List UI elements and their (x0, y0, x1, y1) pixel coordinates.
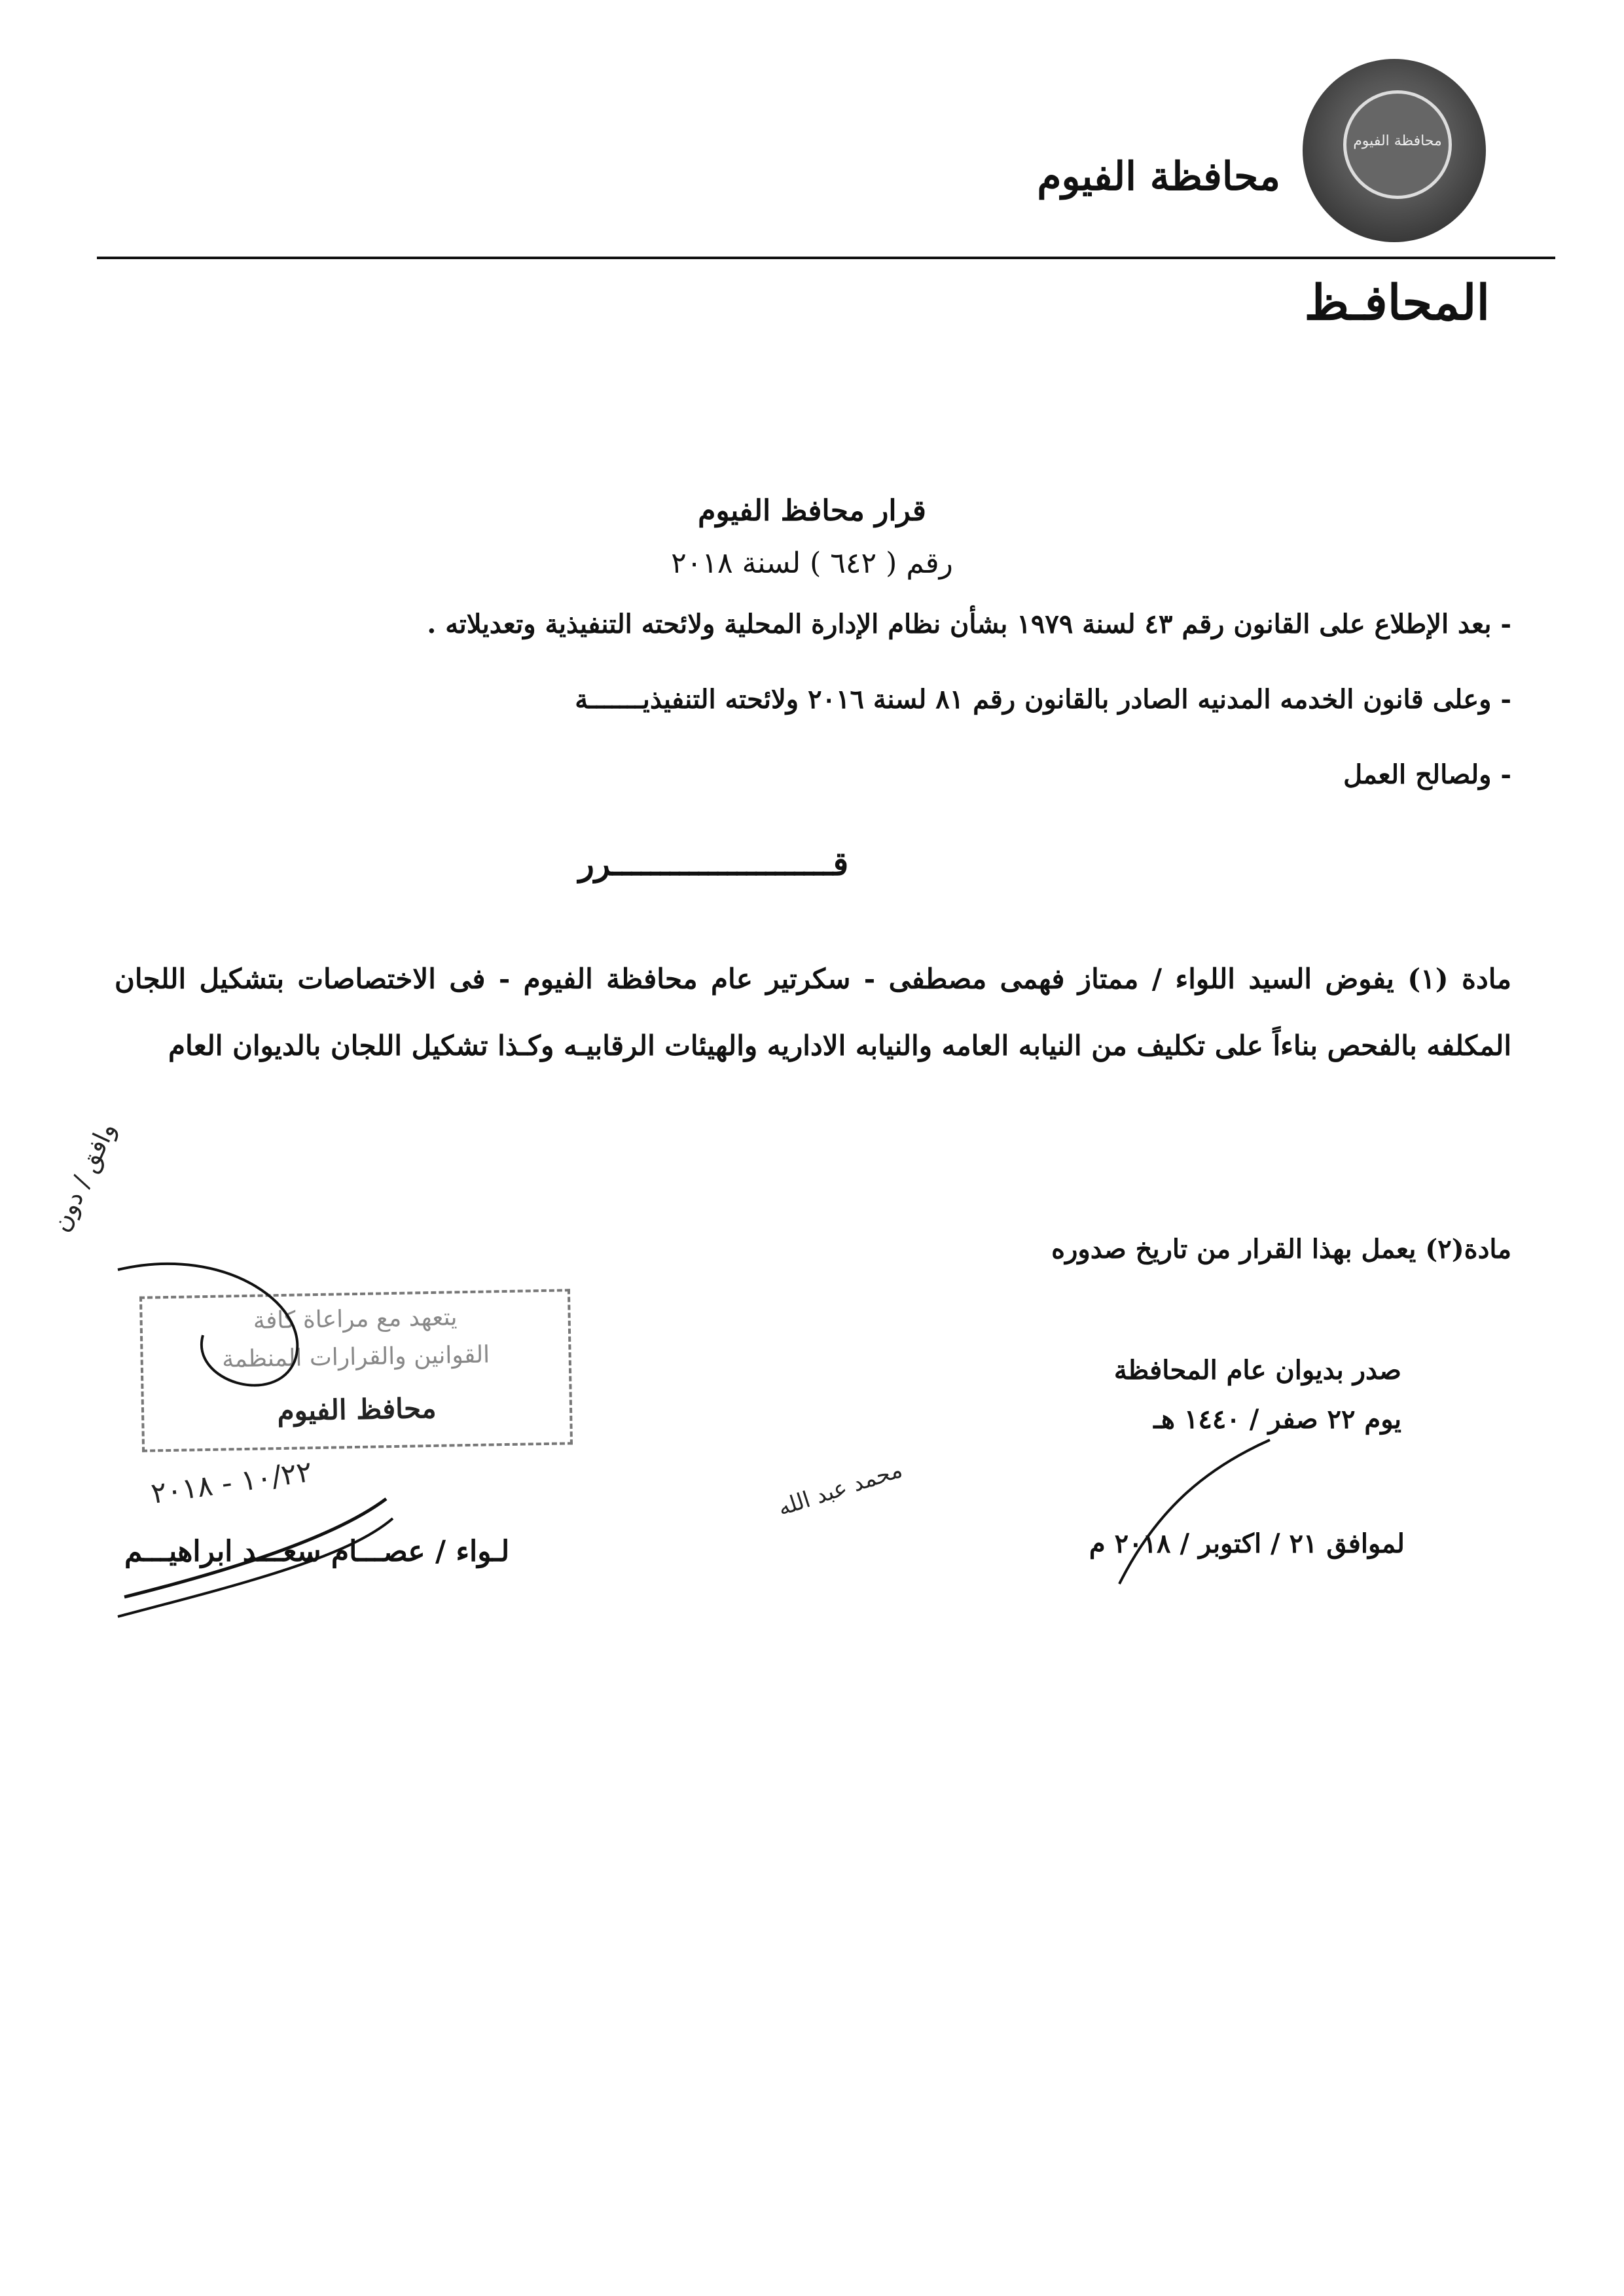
decree-title: قرار محافظ الفيوم (698, 494, 926, 528)
preamble-line-2: - وعلى قانون الخدمه المدنيه الصادر بالقانون رقم ٨١ لسنة ٢٠١٦ ولائحته التنفيذيـــــــة (575, 684, 1511, 715)
date-scribble (1106, 1427, 1283, 1597)
decision-heading: قـــــــــــــــــــــــرر (578, 844, 849, 883)
stamp-line-2: القوانين والقرارات المنظمة (221, 1341, 490, 1373)
stamp-title: محافظ الفيوم (277, 1391, 437, 1427)
preamble-line-3: - ولصالح العمل (1343, 759, 1511, 790)
office-title: المحافـظ (1304, 275, 1490, 331)
hijri-date: يوم ٢٢ صفر / ١٤٤٠ هـ (1153, 1404, 1401, 1435)
decree-number: رقم ( ٦٤٢ ) لسنة ٢٠١٨ (671, 547, 953, 580)
gregorian-date: لموافق ٢١ / اكتوبر / ٢٠١٨ م (1089, 1528, 1405, 1559)
article-2: مادة(٢) يعمل بهذا القرار من تاريخ صدوره (1051, 1234, 1511, 1265)
preamble-line-1: - بعد الإطلاع على القانون رقم ٤٣ لسنة ١٩٧٩ بشأن نظام الإدارة المحلية ولائحته التنفيذية وتعديلاته . (427, 609, 1511, 639)
signer-name: لـواء / عصـــام سعـــد ابراهيـــم (124, 1535, 510, 1568)
stamp-line-1: يتعهد مع مراعاة كافة (253, 1304, 458, 1335)
article-1: مادة (١) يفوض السيد اللواء / ممتاز فهمى مصطفى - سكرتير عام محافظة الفيوم - فى الاختصاصات بتشكيل اللجان المكلفه بالفحص بناءاً على تكليف من النيابه العامه والنيابه الاداريه والهيئات الرقابيـه وكـذا تشكيل اللجان بالديوان العام (115, 963, 1511, 1062)
margin-handwritten-note: وافق / دون (46, 1117, 122, 1236)
governorate-name: محافظة الفيوم (1037, 154, 1280, 200)
governorate-seal (1303, 59, 1486, 242)
signature-scribble (98, 1230, 399, 1636)
issued-at: صدر بديوان عام المحافظة (1113, 1355, 1401, 1386)
signature-date: ١٠/٢٢ - ٢٠١٨ (149, 1455, 315, 1511)
seal-text: محافظة الفيوم (1353, 133, 1442, 149)
seal-emblem (1343, 90, 1452, 199)
header-divider (97, 257, 1555, 259)
handwritten-initials: محمد عبد الله (774, 1456, 906, 1522)
